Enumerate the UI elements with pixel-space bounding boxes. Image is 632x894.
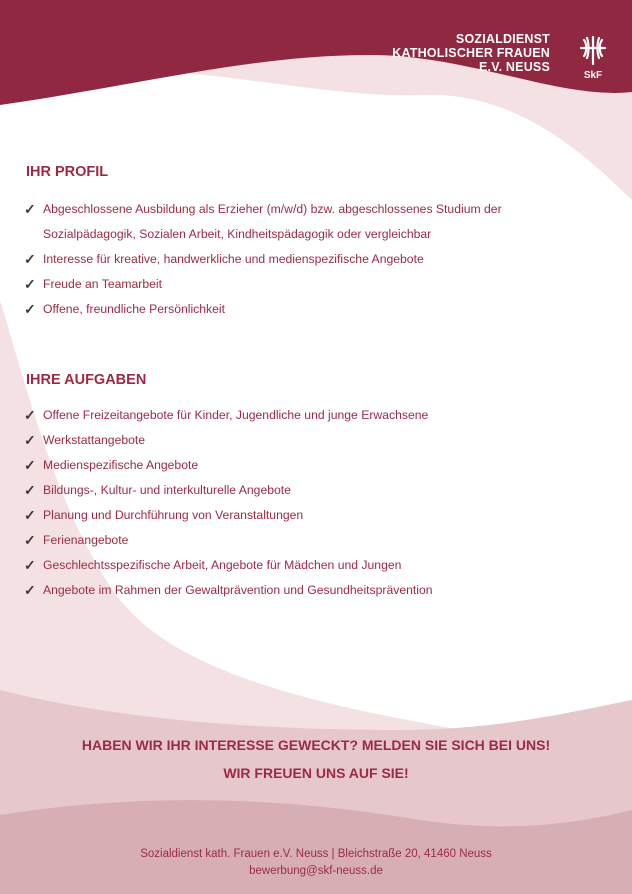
list-item [24,553,584,578]
profile-item-text: Interesse für kreative, handwerkliche und medienspezifische Angebote [43,252,424,266]
list-item [24,247,584,272]
list-item [24,272,584,297]
list-item [24,528,584,553]
call-to-action [0,731,632,787]
footer [0,846,632,880]
list-item [24,503,584,528]
list-item [24,478,584,503]
checkmark-icon: ✓ [24,532,36,548]
profile-list [24,197,584,322]
checkmark-icon: ✓ [24,407,36,423]
checkmark-icon: ✓ [24,507,36,523]
task-item-text: Offene Freizeitangebote für Kinder, Jugendliche und junge Erwachsene [43,408,429,422]
checkmark-icon: ✓ [24,582,36,598]
list-item [24,403,584,428]
profile-item-text: Freude an Teamarbeit [43,277,163,291]
checkmark-icon: ✓ [24,457,36,473]
list-item [24,578,584,603]
footer-email[interactable]: bewerbung@skf-neuss.de [249,865,383,877]
tasks-heading: IHRE AUFGABEN [26,372,147,388]
checkmark-icon: ✓ [24,557,36,573]
task-item-text: Werkstattangebote [43,433,146,447]
task-item-text: Geschlechtsspezifische Arbeit, Angebote für Mädchen und Jungen [43,558,402,572]
cta-line-1: HABEN WIR IHR INTERESSE GEWECKT? MELDEN SIE SICH BEI UNS! [81,737,551,753]
task-item-text: Bildungs-, Kultur- und interkulturelle Angebote [43,483,291,497]
logo-text: SkF [583,70,603,81]
skf-logo [578,34,608,84]
list-item [24,428,584,453]
profile-item-text: Abgeschlossene Ausbildung als Erzieher (m/w/d) bzw. abgeschlossenes Studium der [43,202,502,216]
checkmark-icon: ✓ [24,432,36,448]
list-item [24,453,584,478]
checkmark-icon: ✓ [24,482,36,498]
list-item [24,297,584,322]
org-line-3: E.V. NEUSS [478,60,550,74]
task-item-text: Medienspezifische Angebote [43,458,199,472]
checkmark-icon: ✓ [24,301,36,317]
checkmark-icon: ✓ [24,201,36,217]
task-item-text: Ferienangebote [43,533,129,547]
profile-item-text-continued: Sozialpädagogik, Sozialen Arbeit, Kindheitspädagogik oder vergleichbar [43,227,432,241]
list-item [24,197,584,247]
organization-name [392,32,550,74]
profile-item-text: Offene, freundliche Persönlichkeit [43,302,226,316]
task-item-text: Angebote im Rahmen der Gewaltprävention und Gesundheitsprävention [43,583,433,597]
footer-address: Sozialdienst kath. Frauen e.V. Neuss | Bleichstraße 20, 41460 Neuss [140,848,492,860]
checkmark-icon: ✓ [24,276,36,292]
tasks-list [24,403,584,603]
checkmark-icon: ✓ [24,251,36,267]
profile-heading: IHR PROFIL [26,164,109,180]
task-item-text: Planung und Durchführung von Veranstaltungen [43,508,304,522]
cta-line-2: WIR FREUEN UNS AUF SIE! [223,765,409,781]
org-line-1: SOZIALDIENST [455,32,550,46]
cross-emblem-icon [578,34,608,68]
org-line-2: KATHOLISCHER FRAUEN [392,46,550,60]
